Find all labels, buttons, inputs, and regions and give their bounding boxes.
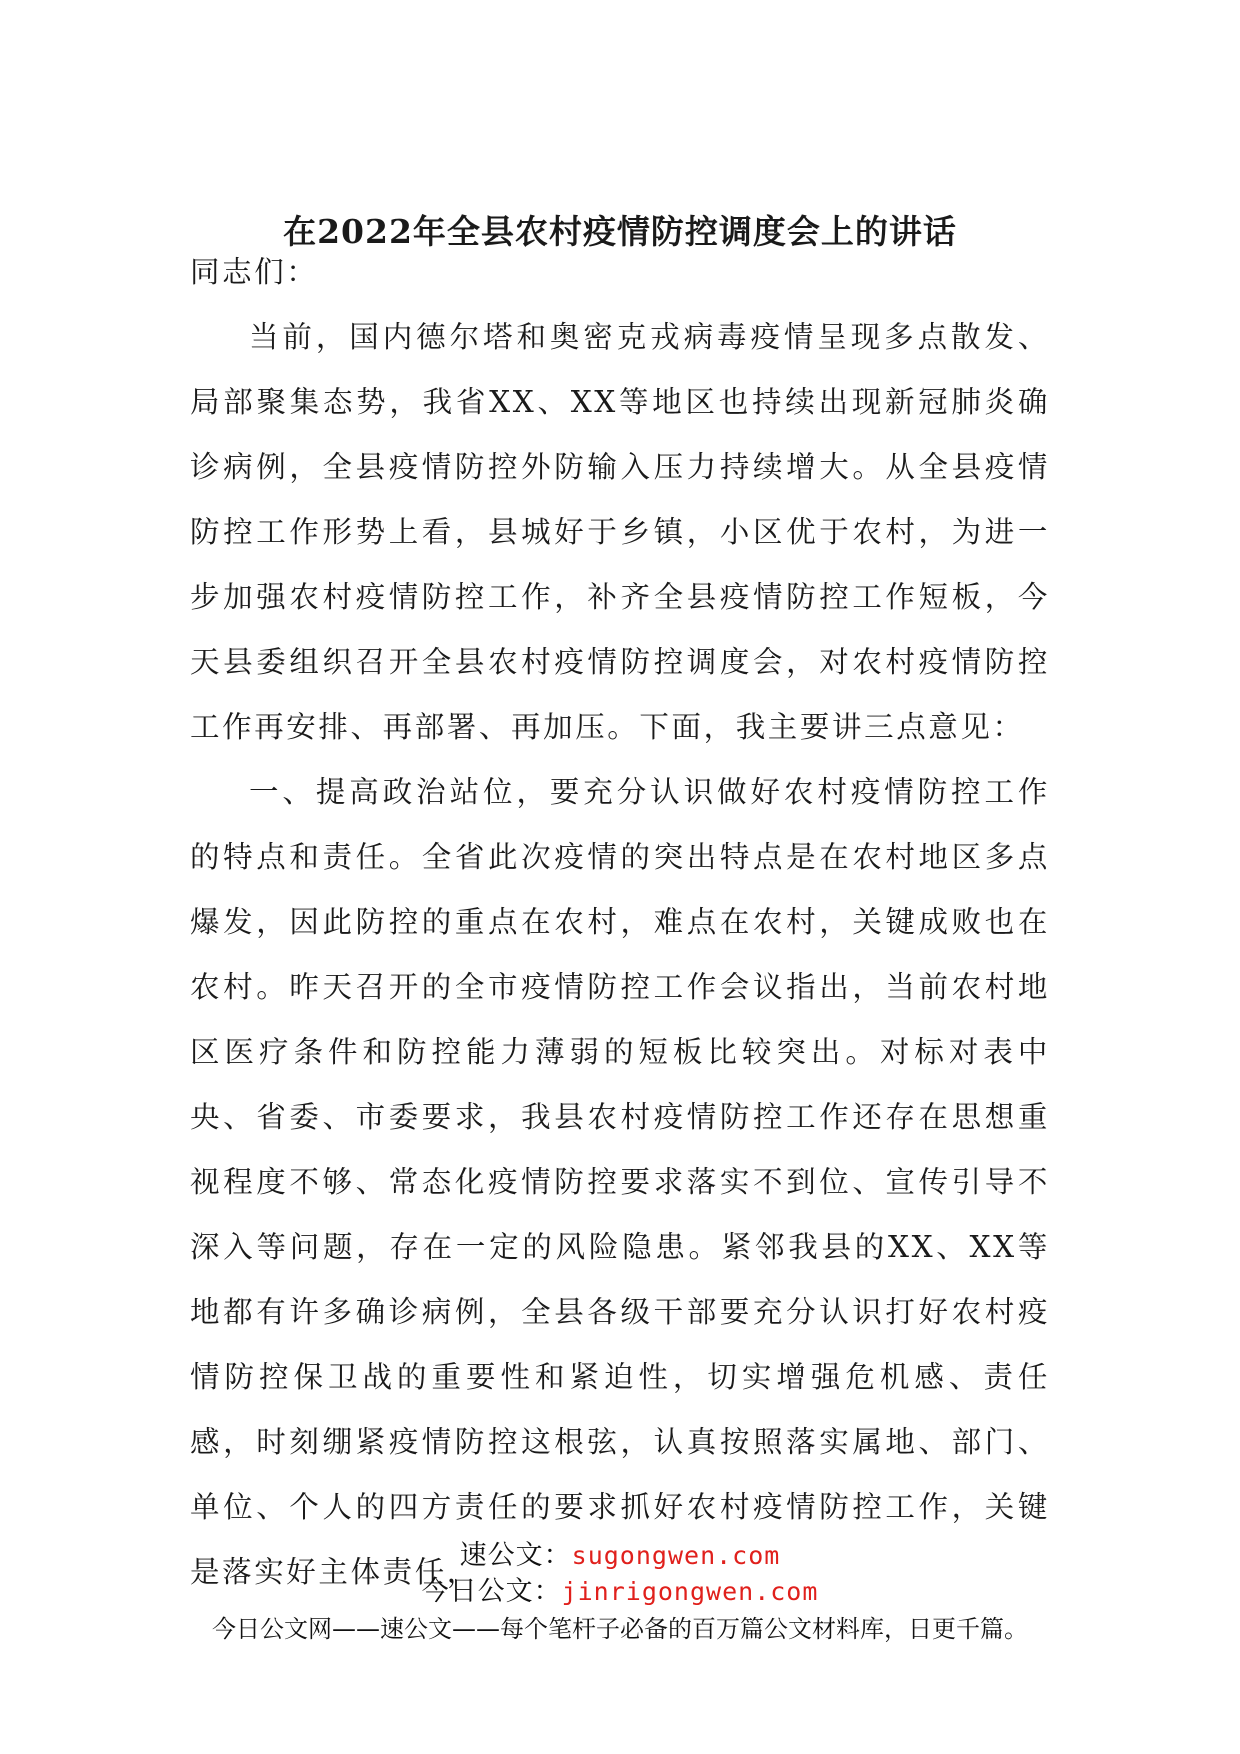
footer-sugongwen	[0, 1538, 1240, 1574]
document-title: 在2022年全县农村疫情防控调度会上的讲话	[283, 212, 957, 252]
footer-jinrigongwen-label: 今日公文：	[421, 1576, 562, 1607]
document-body	[190, 240, 1050, 1605]
footer-sugongwen-link[interactable]: sugongwen.com	[571, 1541, 781, 1570]
footer-sugongwen-label: 速公文：	[459, 1540, 572, 1571]
paragraph-point-one: 一、提高政治站位，要充分认识做好农村疫情防控工作的特点和责任。全省此次疫情的突出特点是在农村地区多点爆发，因此防控的重点在农村，难点在农村，关键成败也在农村。昨天召开的全市疫情防控工作会议指出，当前农村地区医疗条件和防控能力薄弱的短板比较突出。对标对表中央、省委、市委要求，我县农村疫情防控工作还存在思想重视程度不够、常态化疫情防控要求落实不到位、宣传引导不深入等问题，存在一定的风险隐患。紧邻我县的XX、XX等地都有许多确诊病例，全县各级干部要充分认识打好农村疫情防控保卫战的重要性和紧迫性，切实增强危机感、责任感，时刻绷紧疫情防控这根弦，认真按照落实属地、部门、单位、个人的四方责任的要求抓好农村疫情防控工作，关键是落实好主体责任，	[190, 775, 1050, 1589]
footer-slogan: 今日公文网——速公文——每个笔杆子必备的百万篇公文材料库，日更千篇。	[212, 1615, 1028, 1643]
paragraph-intro: 当前，国内德尔塔和奥密克戎病毒疫情呈现多点散发、局部聚集态势，我省XX、XX等地区也持续出现新冠肺炎确诊病例，全县疫情防控外防输入压力持续增大。从全县疫情防控工作形势上看，县城好于乡镇，小区优于农村，为进一步加强农村疫情防控工作，补齐全县疫情防控工作短板，今天县委组织召开全县农村疫情防控调度会，对农村疫情防控工作再安排、再部署、再加压。下面，我主要讲三点意见：	[190, 320, 1050, 744]
salutation: 同志们：	[190, 255, 319, 289]
footer-jinrigongwen	[0, 1574, 1240, 1610]
footer-jinrigongwen-link[interactable]: jinrigongwen.com	[561, 1577, 819, 1606]
